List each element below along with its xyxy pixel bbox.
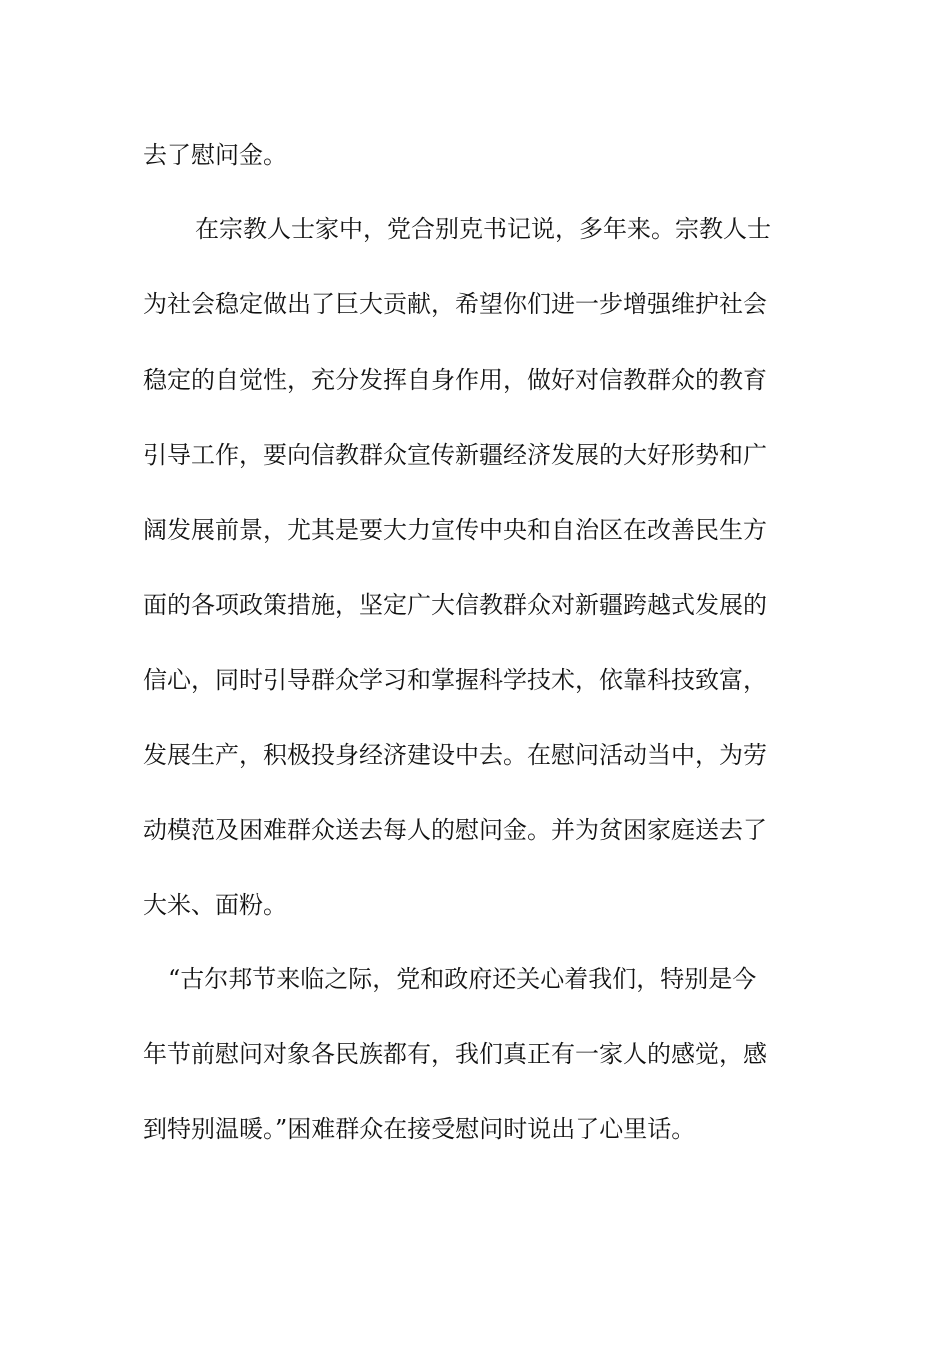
paragraph-2-line-6: 面的各项政策措施，坚定广大信教群众对新疆跨越式发展的: [143, 591, 767, 619]
paragraph-2-line-1: 在宗教人士家中，党合别克书记说，多年来。宗教人士: [195, 215, 771, 243]
paragraph-2-line-3: 稳定的自觉性，充分发挥自身作用，做好对信教群众的教育: [143, 366, 767, 394]
paragraph-2-line-4: 引导工作，要向信教群众宣传新疆经济发展的大好形势和广: [143, 441, 767, 469]
paragraph-2-line-10: 大米、面粉。: [143, 891, 287, 919]
paragraph-2-line-9: 动模范及困难群众送去每人的慰问金。并为贫困家庭送去了: [143, 816, 767, 844]
paragraph-3-line-1: “古尔邦节来临之际，党和政府还关心着我们，特别是今: [168, 965, 757, 993]
paragraph-2-line-8: 发展生产，积极投身经济建设中去。在慰问活动当中，为劳: [143, 741, 767, 769]
paragraph-2-line-2: 为社会稳定做出了巨大贡献，希望你们进一步增强维护社会: [143, 290, 767, 318]
paragraph-1-line-1: 去了慰问金。: [143, 141, 287, 169]
paragraph-2-line-5: 阔发展前景，尤其是要大力宣传中央和自治区在改善民生方: [143, 516, 767, 544]
paragraph-3-line-2: 年节前慰问对象各民族都有，我们真正有一家人的感觉，感: [143, 1040, 767, 1068]
paragraph-2-line-7: 信心，同时引导群众学习和掌握科学技术，依靠科技致富，: [143, 666, 767, 694]
paragraph-3-line-3: 到特别温暖。”困难群众在接受慰问时说出了心里话。: [143, 1115, 696, 1143]
